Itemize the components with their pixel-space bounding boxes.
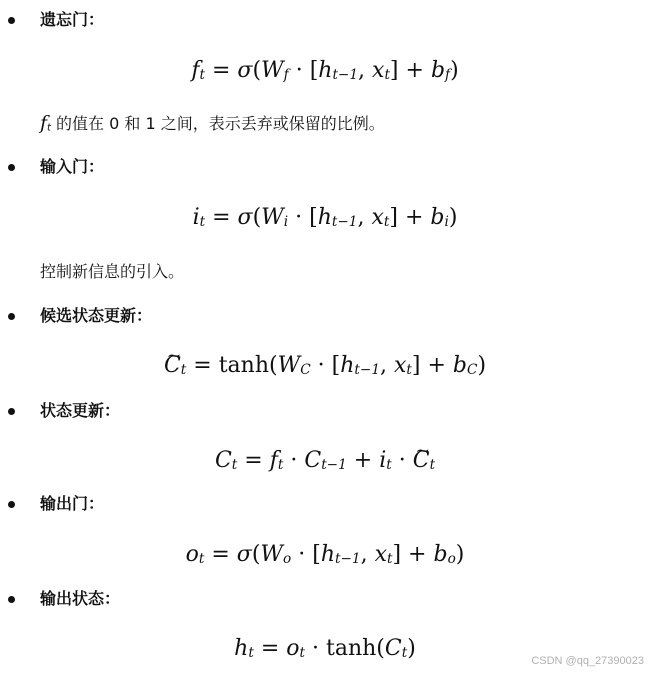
watermark: CSDN @qq_27390023 bbox=[531, 655, 644, 667]
state-update-heading: 状态更新： bbox=[40, 401, 121, 420]
output-gate-formula: ot = σ(Wo · [ht−1, xt] + bo) bbox=[185, 542, 465, 568]
state-update-formula: Ct = ft · Ct−1 + it · ~ Ct bbox=[0, 446, 650, 480]
bullet-icon bbox=[8, 408, 15, 415]
candidate-state-formula: ~ Ct = tanh(WC · [ht−1, xt] + bC) bbox=[0, 351, 650, 385]
forget-gate-formula: ft = σ(Wf · [ht−1, xt] + bf) bbox=[191, 58, 459, 84]
bullet-icon bbox=[8, 17, 15, 24]
bullet-icon bbox=[8, 313, 15, 320]
bullet-icon bbox=[8, 164, 15, 171]
input-gate-note: 控制新信息的引入。 bbox=[40, 262, 185, 281]
input-gate-formula: it = σ(Wi · [ht−1, xt] + bi) bbox=[192, 205, 458, 231]
bullet-icon bbox=[8, 501, 15, 508]
output-state-heading: 输出状态： bbox=[40, 589, 121, 608]
candidate-state-heading: 候选状态更新： bbox=[40, 306, 153, 325]
bullet-icon bbox=[8, 596, 15, 603]
output-gate-heading: 输出门： bbox=[40, 494, 105, 513]
forget-gate-heading: 遗忘门： bbox=[40, 10, 105, 29]
forget-gate-note: ft 的值在 0 和 1 之间，表示丢弃或保留的比例。 bbox=[40, 112, 385, 134]
input-gate-heading: 输入门： bbox=[40, 157, 105, 176]
output-state-formula: ht = ot · tanh(Ct) bbox=[234, 636, 416, 662]
